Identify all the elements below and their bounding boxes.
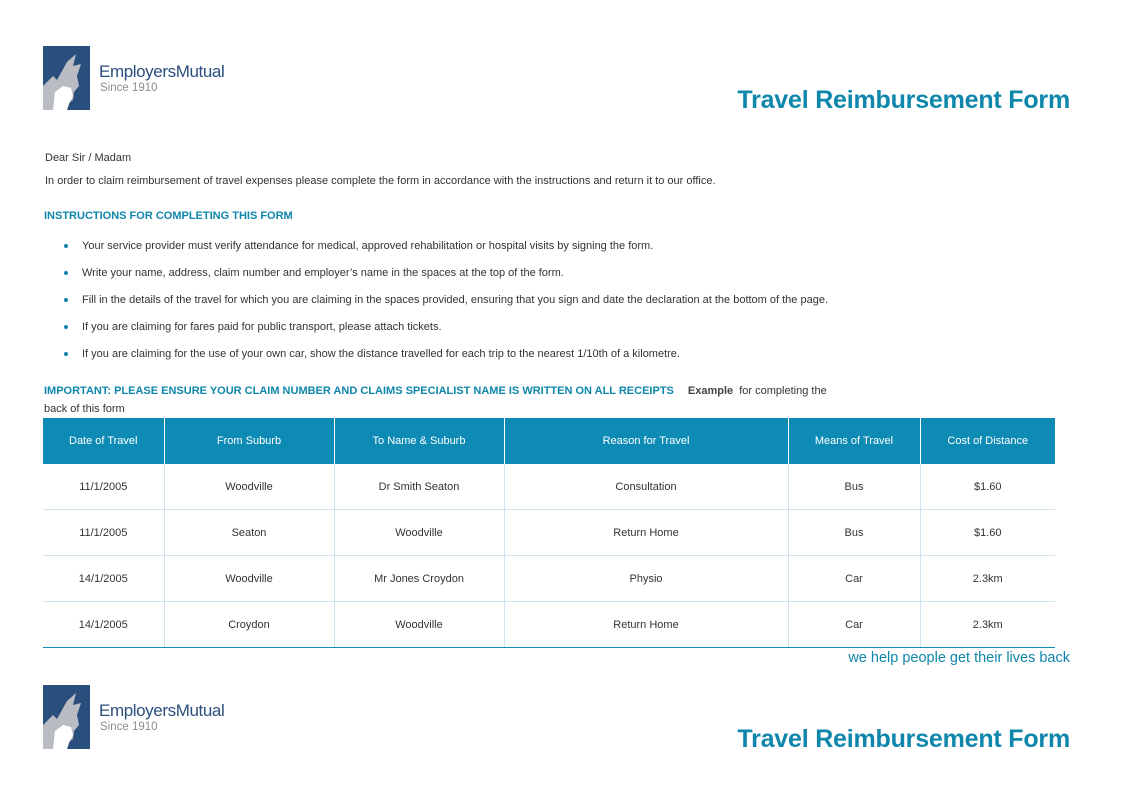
table-row [43, 510, 1055, 556]
cell-cost: $1.60 [920, 510, 1055, 556]
cell-date: 11/1/2005 [43, 464, 164, 510]
cell-means: Car [788, 602, 920, 648]
instruction-item: Your service provider must verify attendance for medical, approved rehabilitation or hospital visits by signing the form. [63, 234, 828, 261]
instructions-list [63, 234, 828, 369]
table-row [43, 602, 1055, 648]
cell-to: Mr Jones Croydon [334, 556, 504, 602]
tagline: we help people get their lives back [848, 650, 1070, 666]
cell-date: 11/1/2005 [43, 510, 164, 556]
cell-cost: 2.3km [920, 602, 1055, 648]
example-text: for completing the back of this form [44, 385, 827, 415]
instructions-heading: INSTRUCTIONS FOR COMPLETING THIS FORM [44, 210, 293, 222]
intro-paragraph: In order to claim reimbursement of travel expenses please complete the form in accordance with the instructions and return it to our office. [45, 175, 716, 187]
example-label: Example [687, 385, 734, 397]
cell-from: Seaton [164, 510, 334, 556]
footer-form-title: Travel Reimbursement Form [737, 725, 1070, 753]
cell-from: Woodville [164, 464, 334, 510]
cell-reason: Consultation [504, 464, 788, 510]
cell-cost: 2.3km [920, 556, 1055, 602]
brand-since: Since 1910 [100, 82, 158, 94]
instruction-item: If you are claiming for fares paid for public transport, please attach tickets. [63, 315, 828, 342]
header-reason-for-travel: Reason for Travel [504, 418, 788, 464]
cell-means: Bus [788, 510, 920, 556]
header-from-suburb: From Suburb [164, 418, 334, 464]
cell-from: Croydon [164, 602, 334, 648]
form-title: Travel Reimbursement Form [737, 86, 1070, 114]
instruction-item: Write your name, address, claim number and employer’s name in the spaces at the top of the form. [63, 261, 828, 288]
employers-mutual-logo-icon [43, 46, 90, 110]
table-row [43, 464, 1055, 510]
brand-name: EmployersMutual [99, 62, 225, 81]
header-cost-of-distance: Cost of Distance [920, 418, 1055, 464]
cell-means: Bus [788, 464, 920, 510]
cell-reason: Return Home [504, 510, 788, 556]
table-row [43, 556, 1055, 602]
cell-means: Car [788, 556, 920, 602]
footer-brand-logo [43, 685, 224, 749]
header-date-of-travel: Date of Travel [43, 418, 164, 464]
employers-mutual-logo-icon [43, 685, 90, 749]
salutation: Dear Sir / Madam [45, 152, 132, 164]
header-to-name-suburb: To Name & Suburb [334, 418, 504, 464]
cell-date: 14/1/2005 [43, 602, 164, 648]
cell-reason: Physio [504, 556, 788, 602]
cell-to: Woodville [334, 510, 504, 556]
cell-to: Woodville [334, 602, 504, 648]
important-text: IMPORTANT: PLEASE ENSURE YOUR CLAIM NUMBER AND CLAIMS SPECIALIST NAME IS WRITTEN ON ALL RECEIPTS [44, 385, 674, 397]
header-means-of-travel: Means of Travel [788, 418, 920, 464]
cell-from: Woodville [164, 556, 334, 602]
table-header-row [43, 418, 1055, 464]
brand-logo [43, 46, 224, 110]
instruction-item: If you are claiming for the use of your own car, show the distance travelled for each trip to the nearest 1/10th of a kilometre. [63, 342, 828, 369]
important-notice [44, 382, 844, 418]
cell-date: 14/1/2005 [43, 556, 164, 602]
cell-reason: Return Home [504, 602, 788, 648]
travel-example-table [43, 418, 1055, 648]
cell-to: Dr Smith Seaton [334, 464, 504, 510]
instruction-item: Fill in the details of the travel for which you are claiming in the spaces provided, ensuring that you sign and date the declaration at the bottom of the page. [63, 288, 828, 315]
cell-cost: $1.60 [920, 464, 1055, 510]
brand-since: Since 1910 [100, 721, 158, 733]
brand-name: EmployersMutual [99, 701, 225, 720]
